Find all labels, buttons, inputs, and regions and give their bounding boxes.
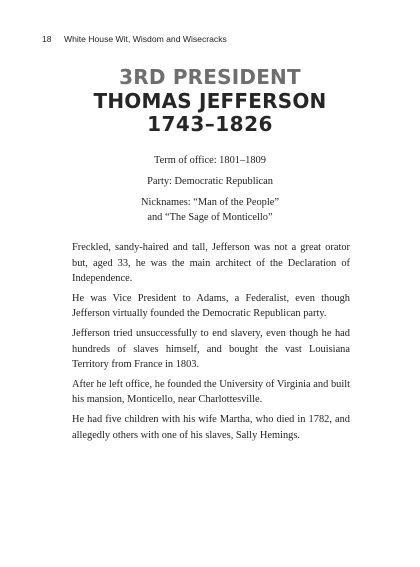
paragraph: He was Vice President to Adams, a Federalist, even though Jefferson virtually founded the Democratic Republican party. bbox=[72, 292, 350, 320]
paragraph: Freckled, sandy-haired and tall, Jefferson was not a great orator but, aged 33, he was the main architect of the Declaration of Independence. bbox=[72, 242, 350, 285]
facts-block bbox=[0, 153, 420, 227]
president-number-heading: 3RD PRESIDENT bbox=[119, 65, 301, 89]
running-head bbox=[42, 34, 227, 44]
party: Party: Democratic Republican bbox=[147, 176, 273, 188]
page-number: 18 bbox=[42, 34, 52, 44]
paragraph: After he left office, he founded the University of Virginia and built his mansion, Monticello, near Charlottesville. bbox=[72, 378, 350, 406]
nicknames-line-1: Nicknames: “Man of the People” bbox=[141, 197, 279, 209]
paragraph: He had five children with his wife Martha, who died in 1782, and allegedly others with one of his slaves, Sally Hemings. bbox=[72, 414, 350, 441]
paragraph: Jefferson tried unsuccessfully to end slavery, even though he had hundreds of slaves himself, and bought the vast Louisiana Territory from France in 1803. bbox=[72, 328, 350, 371]
nicknames-line-2: and “The Sage of Monticello” bbox=[147, 212, 273, 224]
term-of-office: Term of office: 1801–1809 bbox=[154, 155, 266, 166]
chapter-title bbox=[0, 66, 420, 137]
president-name-heading: THOMAS JEFFERSON bbox=[93, 88, 327, 113]
book-title: White House Wit, Wisdom and Wisecracks bbox=[63, 34, 227, 44]
body-text bbox=[72, 240, 350, 447]
life-dates-heading: 1743–1826 bbox=[147, 112, 273, 137]
